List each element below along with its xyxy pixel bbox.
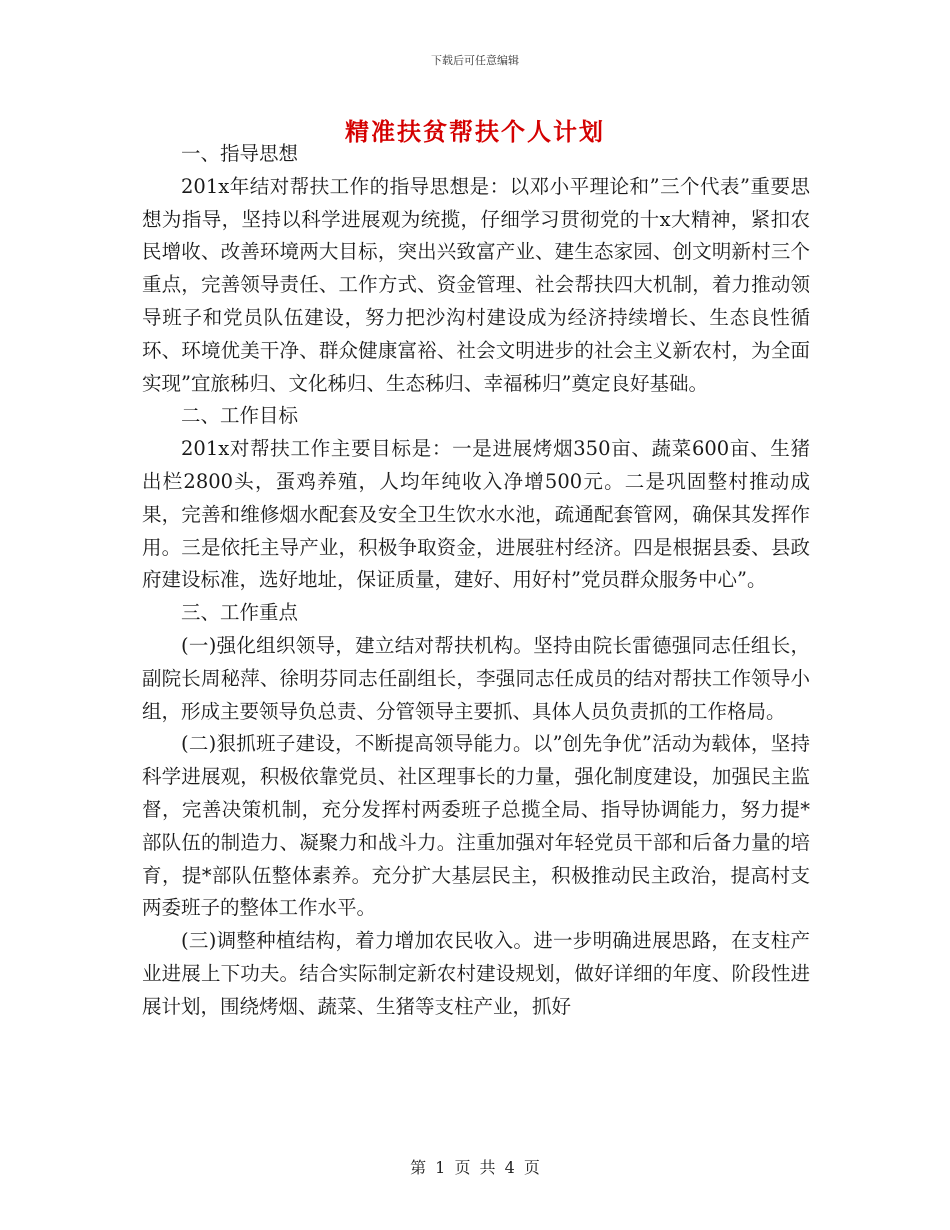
section-heading-work-goals: 二、工作目标 xyxy=(181,404,299,428)
header-note: 下载后可任意编辑 xyxy=(431,54,519,67)
paragraph-work-goals: 201x对帮扶工作主要目标是：一是进展烤烟350亩、蔬菜600亩、生猪出栏2800头，蛋鸡养殖，人均年纯收入净增500元。二是巩固整村推动成果，完善和维修烟水配套及安全卫生饮水水池，疏通配套管网，确保其发挥作用。三是依托主导产业，积极争取资金，进展驻村经济。四是根据县委、县政府建设标准，选好地址，保证质量，建好、用好村”党员群众服务中心”。 xyxy=(142,437,810,592)
document-title: 精准扶贫帮扶个人计划 xyxy=(345,117,605,146)
paragraph-guiding-ideology: 201x年结对帮扶工作的指导思想是：以邓小平理论和”三个代表”重要思想为指导，坚持以科学进展观为统揽，仔细学习贯彻党的十x大精神，紧扣农民增收、改善环境两大目标，突出兴致富产业、建生态家园、创文明新村三个重点，完善领导责任、工作方式、资金管理、社会帮扶四大机制，着力推动领导班子和党员队伍建设，努力把沙沟村建设成为经济持续增长、生态良性循环、环境优美干净、群众健康富裕、社会文明进步的社会主义新农村，为全面实现”宜旅秭归、文化秭归、生态秭归、幸福秭归”奠定良好基础。 xyxy=(142,174,810,395)
section-heading-guiding-ideology: 一、指导思想 xyxy=(181,142,299,165)
paragraph-focus-3: (三)调整种植结构，着力增加农民收入。进一步明确进展思路，在支柱产业进展上下功夫。结合实际制定新农村建设规划，做好详细的年度、阶段性进展计划，围绕烤烟、蔬菜、生猪等支柱产业，抓好 xyxy=(142,929,810,1018)
paragraph-focus-2: (二)狠抓班子建设，不断提高领导能力。以”创先争优”活动为载体，坚持科学进展观，积极依靠党员、社区理事长的力量，强化制度建设，加强民主监督，完善决策机制，充分发挥村两委班子总揽全局、指导协调能力，努力提*部队伍的制造力、凝聚力和战斗力。注重加强对年轻党员干部和后备力量的培育，提*部队伍整体素养。充分扩大基层民主，积极推动民主政治，提高村支两委班子的整体工作水平。 xyxy=(142,732,810,920)
section-heading-work-focus: 三、工作重点 xyxy=(181,601,299,625)
document-body xyxy=(142,138,810,1024)
page-number-footer: 第 1 页 共 4 页 xyxy=(410,1158,540,1177)
paragraph-focus-1: (一)强化组织领导，建立结对帮扶机构。坚持由院长雷德强同志任组长，副院长周秘萍、徐明芬同志任副组长，李强同志任成员的结对帮扶工作领导小组，形成主要领导负总责、分管领导主要抓、具体人员负责抓的工作格局。 xyxy=(142,633,810,723)
